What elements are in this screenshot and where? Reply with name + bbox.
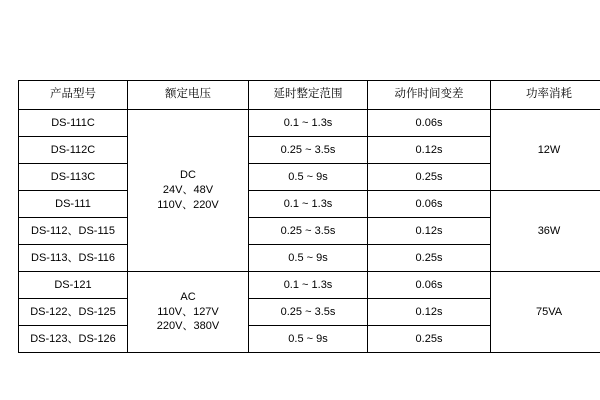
column-header-range: 延时整定范围 — [249, 81, 368, 110]
cell-range: 0.1 ~ 1.3s — [249, 272, 368, 299]
column-header-power: 功率消耗 — [491, 81, 600, 110]
table-row — [19, 272, 600, 299]
cell-range: 0.1 ~ 1.3s — [249, 110, 368, 137]
cell-model: DS-111C — [19, 110, 128, 137]
voltage-dc-line2: 24V、48V — [162, 184, 214, 197]
voltage-ac-line3: 220V、380V — [156, 320, 220, 333]
cell-range: 0.1 ~ 1.3s — [249, 191, 368, 218]
specification-table — [18, 80, 600, 353]
cell-deviation: 0.25s — [368, 245, 491, 272]
cell-model: DS-113、DS-116 — [19, 245, 128, 272]
column-header-deviation: 动作时间变差 — [368, 81, 491, 110]
table-row — [19, 191, 600, 218]
cell-voltage-dc — [128, 110, 249, 272]
cell-model: DS-111 — [19, 191, 128, 218]
column-header-model: 产品型号 — [19, 81, 128, 110]
voltage-ac-line1: AC — [180, 290, 196, 303]
voltage-dc-line1: DC — [180, 169, 196, 182]
cell-range: 0.5 ~ 9s — [249, 326, 368, 353]
cell-model: DS-122、DS-125 — [19, 299, 128, 326]
cell-power-3: 75VA — [491, 272, 600, 353]
cell-range: 0.5 ~ 9s — [249, 245, 368, 272]
cell-range: 0.25 ~ 3.5s — [249, 218, 368, 245]
cell-deviation: 0.12s — [368, 137, 491, 164]
cell-model: DS-123、DS-126 — [19, 326, 128, 353]
cell-model: DS-112C — [19, 137, 128, 164]
cell-range: 0.25 ~ 3.5s — [249, 137, 368, 164]
cell-power-1: 12W — [491, 110, 600, 191]
voltage-dc-line3: 110V、220V — [157, 198, 219, 211]
table-row — [19, 110, 600, 137]
cell-deviation: 0.06s — [368, 110, 491, 137]
cell-deviation: 0.25s — [368, 164, 491, 191]
cell-deviation: 0.25s — [368, 326, 491, 353]
cell-range: 0.25 ~ 3.5s — [249, 299, 368, 326]
table-header-row — [19, 81, 600, 110]
cell-deviation: 0.12s — [368, 299, 491, 326]
cell-voltage-ac — [128, 272, 249, 353]
cell-deviation: 0.12s — [368, 218, 491, 245]
cell-deviation: 0.06s — [368, 191, 491, 218]
column-header-voltage: 额定电压 — [128, 81, 249, 110]
spec-table-container — [18, 80, 582, 353]
cell-range: 0.5 ~ 9s — [249, 164, 368, 191]
cell-power-2: 36W — [491, 191, 600, 272]
voltage-ac-line2: 110V、127V — [157, 305, 219, 318]
cell-deviation: 0.06s — [368, 272, 491, 299]
cell-model: DS-113C — [19, 164, 128, 191]
cell-model: DS-121 — [19, 272, 128, 299]
cell-model: DS-112、DS-115 — [19, 218, 128, 245]
